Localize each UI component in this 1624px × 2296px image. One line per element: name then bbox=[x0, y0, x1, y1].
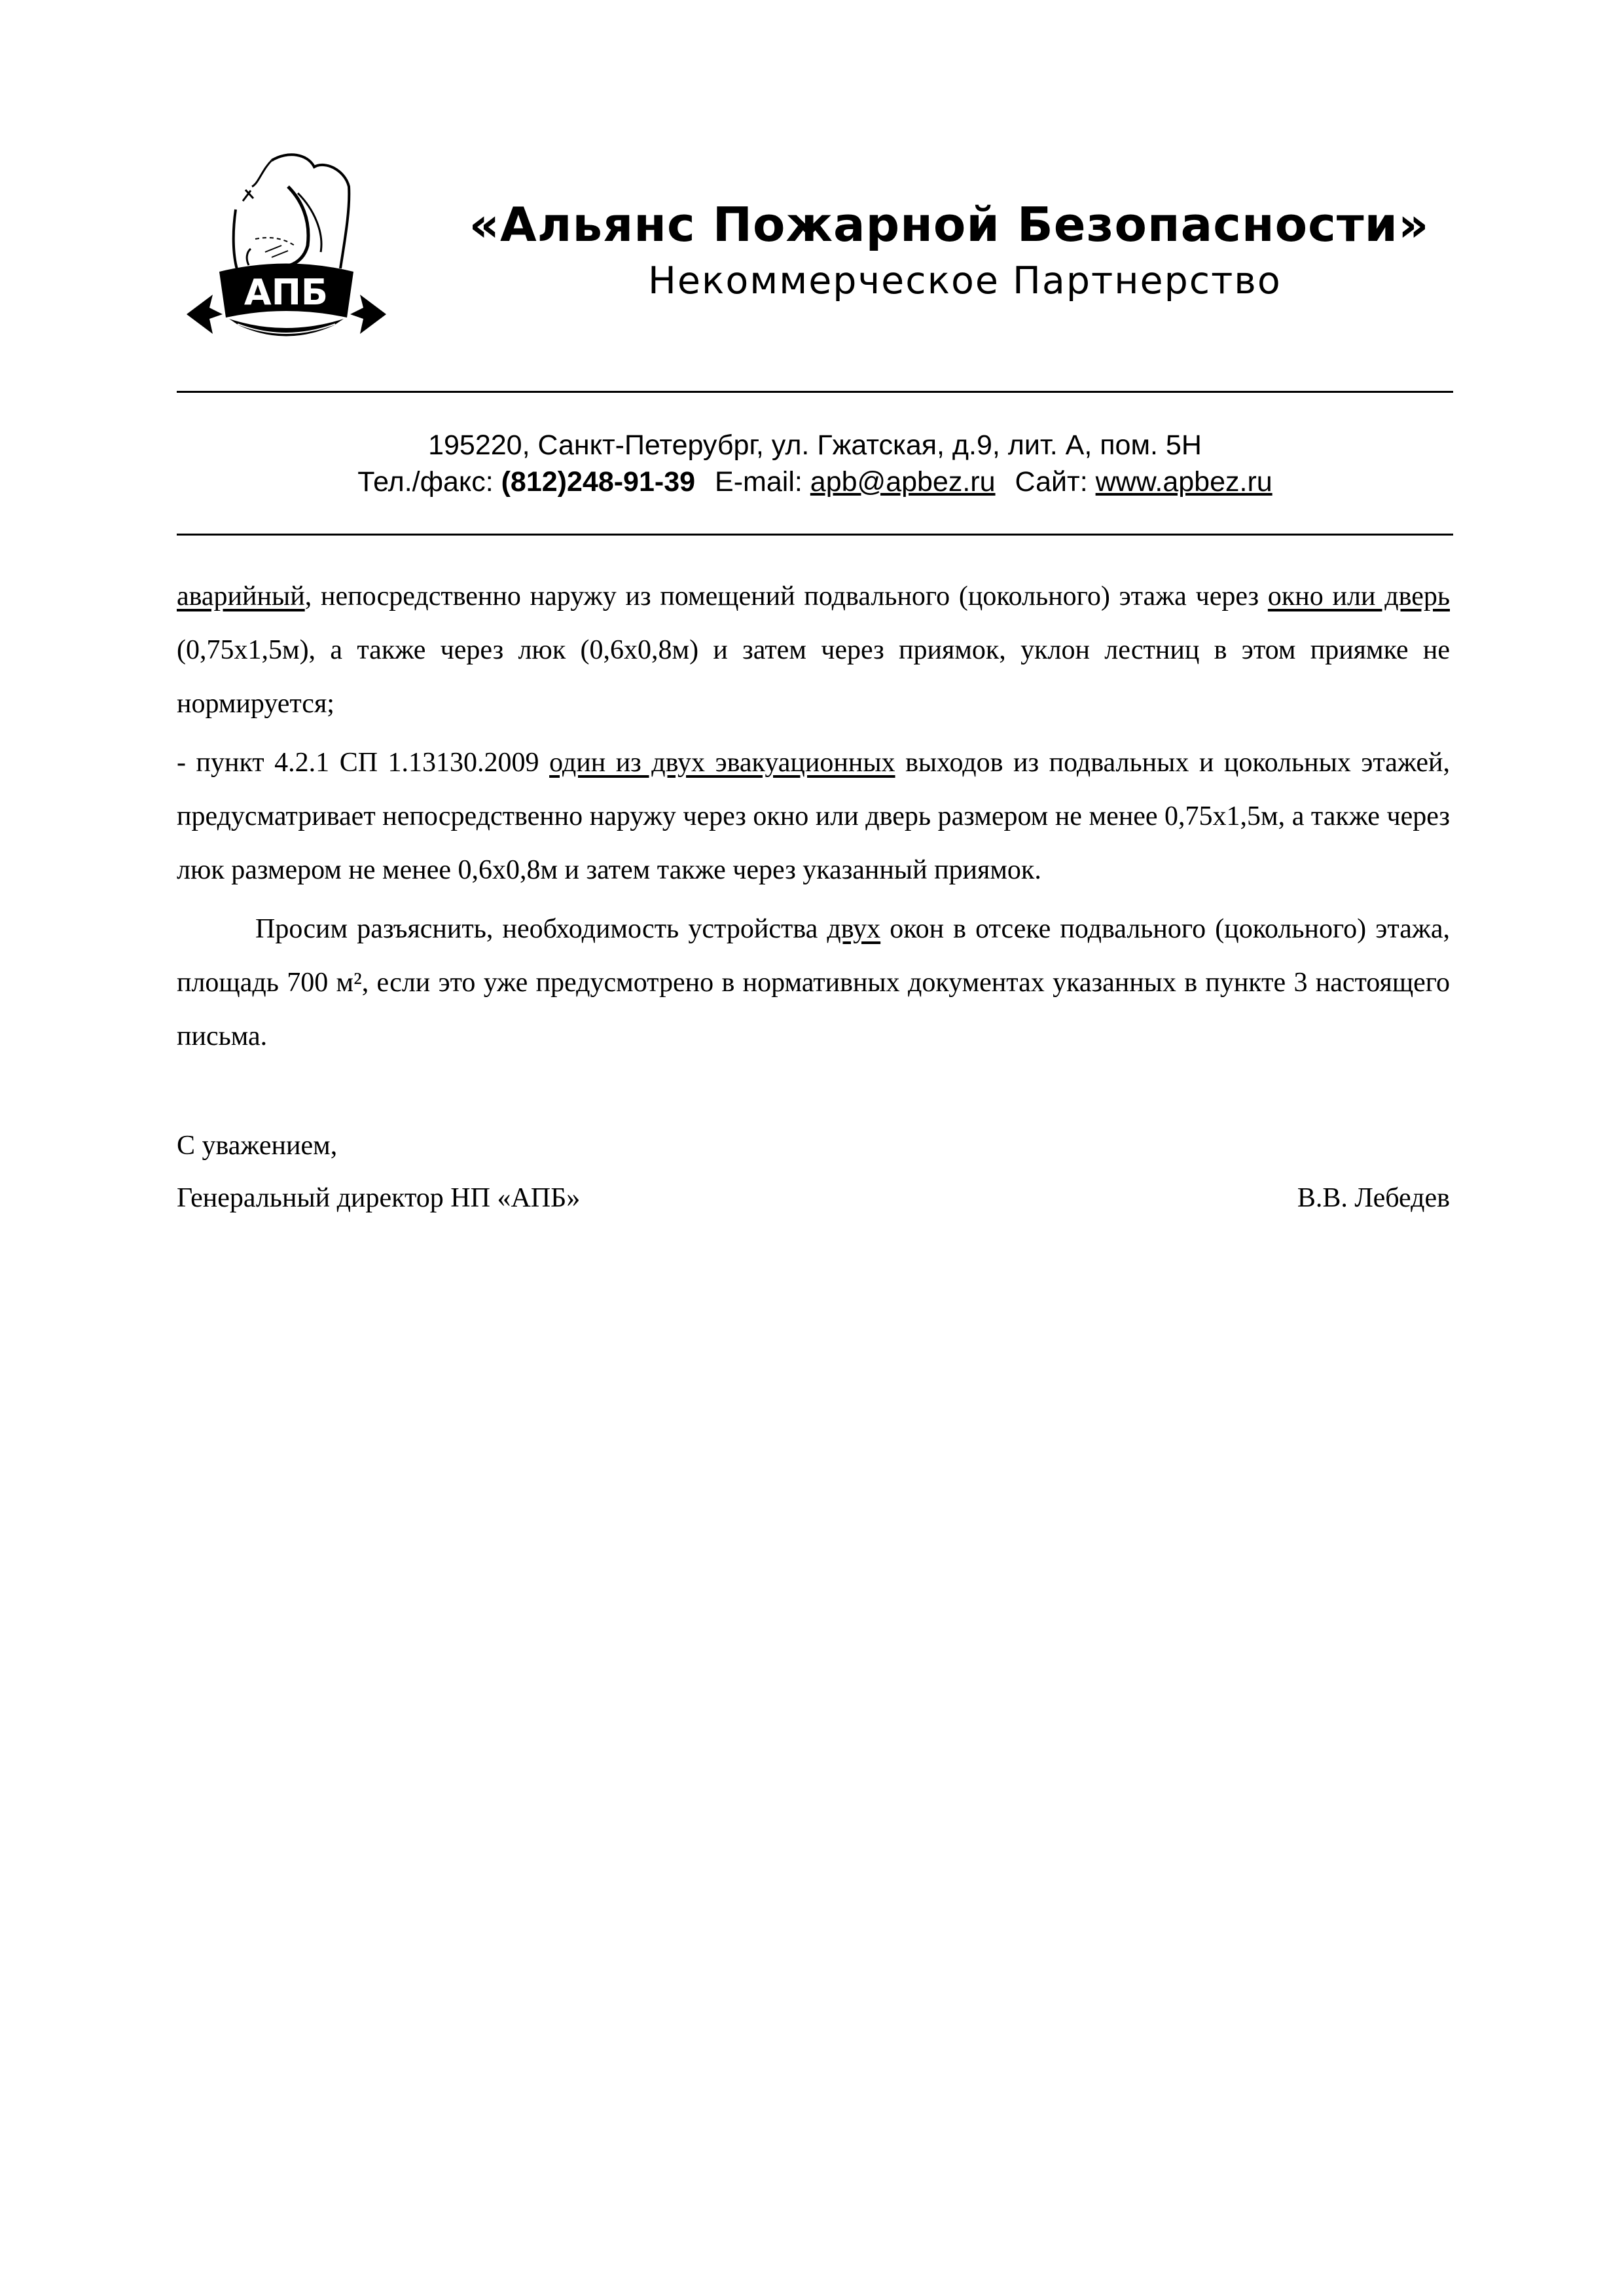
underlined-text: аварийный bbox=[177, 581, 305, 611]
paragraph-text: выходов из подвальных и цокольных этажей, предусматривает непосредственно наружу через окно или дверь размером не менее 0,75х1,5м, а также через люк размером не менее 0,6х0,8м и затем также через указанный приямок. bbox=[177, 748, 1450, 885]
logo-emblem-icon bbox=[173, 147, 399, 347]
paragraph-text: Просим разъяснить, необходимость устройства bbox=[255, 914, 827, 944]
org-type: Некоммерческое Партнерство bbox=[648, 259, 1282, 302]
logo-text: АПБ bbox=[244, 272, 329, 313]
contact-line bbox=[177, 464, 1453, 500]
email-link[interactable]: apb@apbez.ru bbox=[810, 466, 996, 498]
header-divider-top bbox=[177, 391, 1453, 393]
signatory-name: В.В. Лебедев bbox=[1297, 1183, 1450, 1213]
regards: С уважением, bbox=[177, 1131, 338, 1161]
address: 195220, Санкт-Петерубрг, ул. Гжатская, д.9, лит. А, пом. 5Н bbox=[428, 429, 1202, 461]
letter-body bbox=[177, 570, 1450, 1063]
underlined-text: один из двух эвакуационных bbox=[549, 748, 895, 778]
letter-closing bbox=[177, 1120, 1450, 1224]
phone-label: Тел./факс: bbox=[357, 466, 494, 498]
phone-number: (812)248-91-39 bbox=[501, 466, 696, 498]
signatory-position: Генеральный директор НП «АПБ» bbox=[177, 1183, 581, 1213]
paragraph-text: (0,75х1,5м), а также через люк (0,6х0,8м) и затем через приямок, уклон лестниц в этом приямке не нормируется; bbox=[177, 635, 1450, 719]
underlined-text: двух bbox=[827, 914, 881, 944]
paragraph-text: окон в отсеке подвального (цокольного) этажа, площадь 700 м², если это уже предусмотрено в нормативных документах указанных в пункте 3 настоящего письма. bbox=[177, 914, 1450, 1051]
org-name: «Альянс Пожарной Безопасности» bbox=[469, 197, 1430, 252]
signature-row bbox=[177, 1172, 1450, 1224]
paragraph-2 bbox=[177, 736, 1450, 897]
underlined-text: окно или дверь bbox=[1267, 581, 1450, 611]
paragraph-text: , непосредственно наружу из помещений подвального (цокольного) этажа через bbox=[304, 581, 1268, 611]
org-logo bbox=[173, 147, 399, 347]
site-link[interactable]: www.apbez.ru bbox=[1095, 466, 1272, 498]
paragraph-text: - пункт 4.2.1 СП 1.13130.2009 bbox=[177, 748, 550, 778]
header-divider-bottom bbox=[177, 534, 1453, 536]
paragraph-1 bbox=[177, 570, 1450, 731]
email-label: E-mail: bbox=[715, 466, 803, 498]
site-label: Сайт: bbox=[1015, 466, 1088, 498]
paragraph-3 bbox=[177, 902, 1450, 1063]
